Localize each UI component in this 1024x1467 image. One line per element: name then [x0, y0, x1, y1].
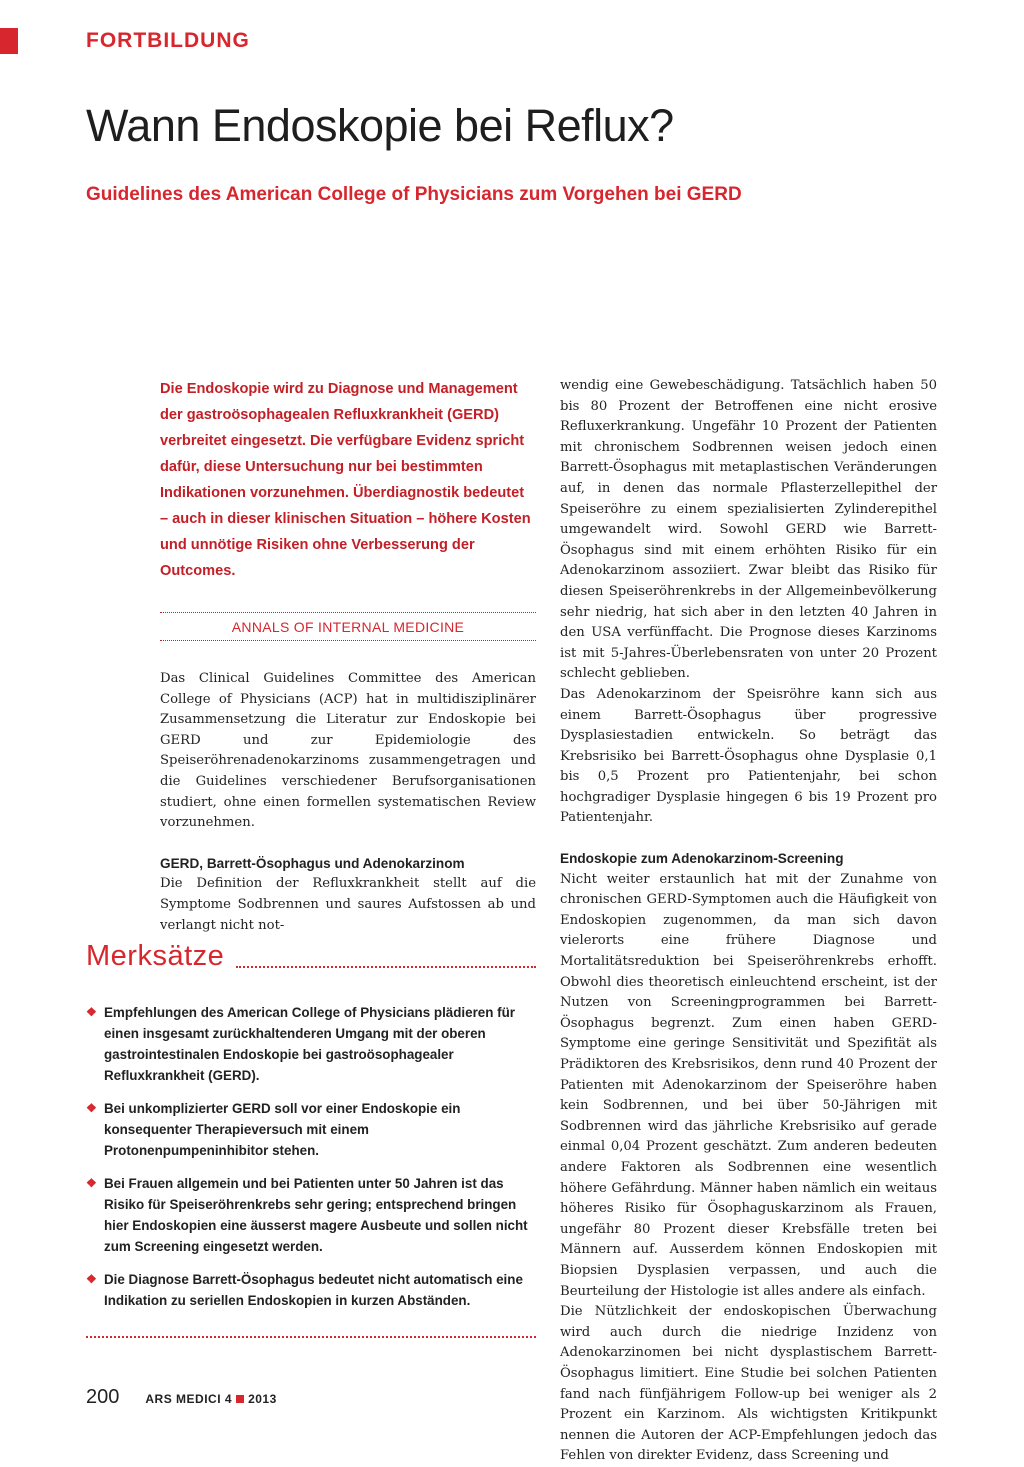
merksaetze-item: [86, 1098, 528, 1161]
body-paragraph-1: wendig eine Gewebeschädigung. Tatsächlich haben 50 bis 80 Prozent der Betroffenen eine nicht erosive Refluxerkrankung. Ungefähr 10 Prozent der Patienten mit chronischem Sodbrennen weisen jedoch einen Barrett-Ösophagus mit metaplastischen Veränderungen auf, in denen das normale Pflasterzellepithel der Speiseröhre zu einem spezialisierten Zylinderepithel umgewandelt wird. Sowohl GERD wie Barrett-Ösophagus sind mit einem erhöhten Risiko für ein Adenokarzinom assoziiert. Zwar bleibt das Risiko für diesen Speiseröhrenkrebs in der Allgemeinbevölkerung sehr niedrig, hat sich aber in den letzten 40 Jahren in den USA verfünffacht. Die Prognose dieses Karzinoms ist mit 5-Jahres-Überlebensraten von unter 20 Prozent schlecht geblieben.: [560, 378, 937, 682]
page-footer: [86, 1386, 277, 1409]
body-paragraph-4: Die Nützlichkeit der endoskopischen Überwachung wird auch durch die niedrige Inzidenz von Adenokarzinomen bei nicht dysplastischem Barrett-Ösophagus limitiert. Eine Studie bei solchen Patienten fand nach fünfjährigem Follow-up bei weniger als 2 Prozent ein Karzinom. Als wichtigsten Kritikpunkt nennen die Autoren der ACP-Empfehlungen jedoch das Fehlen von direkter Evidenz, dass Screening und: [560, 1304, 937, 1464]
body-paragraph-2: Das Adenokarzinom der Speisröhre kann sich aus einem Barrett-Ösophagus über progressive Dysplasiestadien entwickeln. So beträgt das Krebsrisiko bei Barrett-Ösophagus ohne Dysplasie 0,1 bis 0,5 Prozent pro Patientenjahr, bei schon hochgradiger Dysplasie hingegen 6 bis 19 Prozent pro Patientenjahr.: [560, 686, 937, 826]
page-number: 200: [86, 1386, 120, 1408]
merksaetze-bottom-divider: [86, 1336, 536, 1338]
diamond-icon: ❖: [86, 1005, 97, 1019]
section-heading-gerd: GERD, Barrett-Ösophagus und Adenokarzinom: [160, 855, 465, 871]
intro-paragraph: Das Clinical Guidelines Committee des American College of Physicians (ACP) hat in multidisziplinärer Zusammensetzung die Literatur zur Endoskopie bei GERD und zur Epidemiologie des Speiseröhrenadenokarzinoms zusammengetragen und die Guidelines verschiedener Berufsorganisationen studiert, ohne einen formellen systematischen Review vorzunehmen.: [160, 671, 536, 831]
journal-name: ARS MEDICI 4: [145, 1392, 233, 1406]
section-marker: [0, 28, 18, 54]
merksaetze-item-text: Die Diagnose Barrett-Ösophagus bedeutet nicht automatisch eine Indikation zu seriellen Endoskopien in kurzen Abständen.: [104, 1272, 523, 1308]
article-subtitle: Guidelines des American College of Physicians zum Vorgehen bei GERD: [86, 184, 742, 205]
merksaetze-item: [86, 1173, 528, 1257]
merksaetze-item-text: Empfehlungen des American College of Physicians plädieren für einen insgesamt zurückhaltenderen Umgang mit der oberen gastrointestinalen Endoskopie bei gastroösophagealer Refluxkrankheit (GERD).: [104, 1005, 515, 1083]
right-column: [560, 376, 937, 1467]
definition-paragraph: Die Definition der Refluxkrankheit stellt auf die Symptome Sodbrennen und saures Aufstossen ab und verlangt nicht not-: [160, 876, 536, 933]
footer-square-icon: [236, 1395, 244, 1403]
lead-paragraph: Die Endoskopie wird zu Diagnose und Management der gastroösophagealen Refluxkrankheit (GERD) verbreitet eingesetzt. Die verfügbare Evidenz spricht dafür, diese Untersuchung nur bei bestimmten Indikationen vorzunehmen. Überdiagnostik bedeutet – auch in dieser klinischen Situation – höhere Kosten und unnötige Risiken ohne Verbesserung der Outcomes.: [160, 381, 531, 579]
body-paragraph-3: Nicht weiter erstaunlich hat mit der Zunahme von chronischen GERD-Symptomen auch die Häufigkeit von Endoskopien zugenommen, da man sich davon vielerorts eine frühere Diagnose und Mortalitätsreduktion bei Speiseröhrenkrebs erhofft. Obwohl dies theoretisch einleuchtend erscheint, ist der Nutzen von Screeningprogrammen bei Barrett-Ösophagus begrenzt. Zum einen haben GERD-Symptome eine geringe Sensitivität und Spezifität als Prädiktoren des Krebsrisikos, denn rund 40 Prozent der Patienten mit Adenokarzinom der Speiseröhre haben kein Sodbrennen, und bei über 50-Jährigen mit Sodbrennen wird das jährliche Krebsrisiko auf gerade einmal 0,04 Prozent geschätzt. Zum anderen bedeuten andere Faktoren als Sodbrennen eine wesentlich höhere Gefährdung. Männer haben nämlich ein weitaus höheres Risiko für Ösophaguskarzinom als Frauen, ungefähr 80 Prozent dieser Krebsfälle treten bei Männern auf. Ausserdem können Endoskopien mit Biopsien Dysplasien verpassen, und auch die Beurteilung der Histologie ist alles andere als einfach.: [560, 871, 937, 1299]
issue-year: 2013: [248, 1392, 277, 1406]
merksaetze-list: [86, 1002, 528, 1323]
merksaetze-item: [86, 1002, 528, 1086]
diamond-icon: ❖: [86, 1101, 97, 1115]
source-label: ANNALS OF INTERNAL MEDICINE: [231, 619, 465, 635]
merksaetze-item: [86, 1269, 528, 1311]
diamond-icon: ❖: [86, 1272, 97, 1286]
section-heading-screening: Endoskopie zum Adenokarzinom-Screening: [560, 851, 844, 867]
section-label: FORTBILDUNG: [86, 29, 250, 52]
merksaetze-header: [86, 938, 536, 974]
merksaetze-title: Merksätze: [86, 940, 225, 972]
article-title: Wann Endoskopie bei Reflux?: [86, 100, 674, 151]
merksaetze-item-text: Bei Frauen allgemein und bei Patienten unter 50 Jahren ist das Risiko für Speiseröhrenkrebs sehr gering; entsprechend bringen hier Endoskopien eine äusserst magere Ausbeute und sollen nicht zum Screening eingesetzt werden.: [104, 1176, 528, 1254]
merksaetze-title-divider: [236, 966, 536, 968]
diamond-icon: ❖: [86, 1176, 97, 1190]
left-column: [160, 376, 536, 936]
merksaetze-item-text: Bei unkomplizierter GERD soll vor einer Endoskopie ein konsequenter Therapieversuch mit einem Protonenpumpeninhibitor stehen.: [104, 1101, 461, 1158]
